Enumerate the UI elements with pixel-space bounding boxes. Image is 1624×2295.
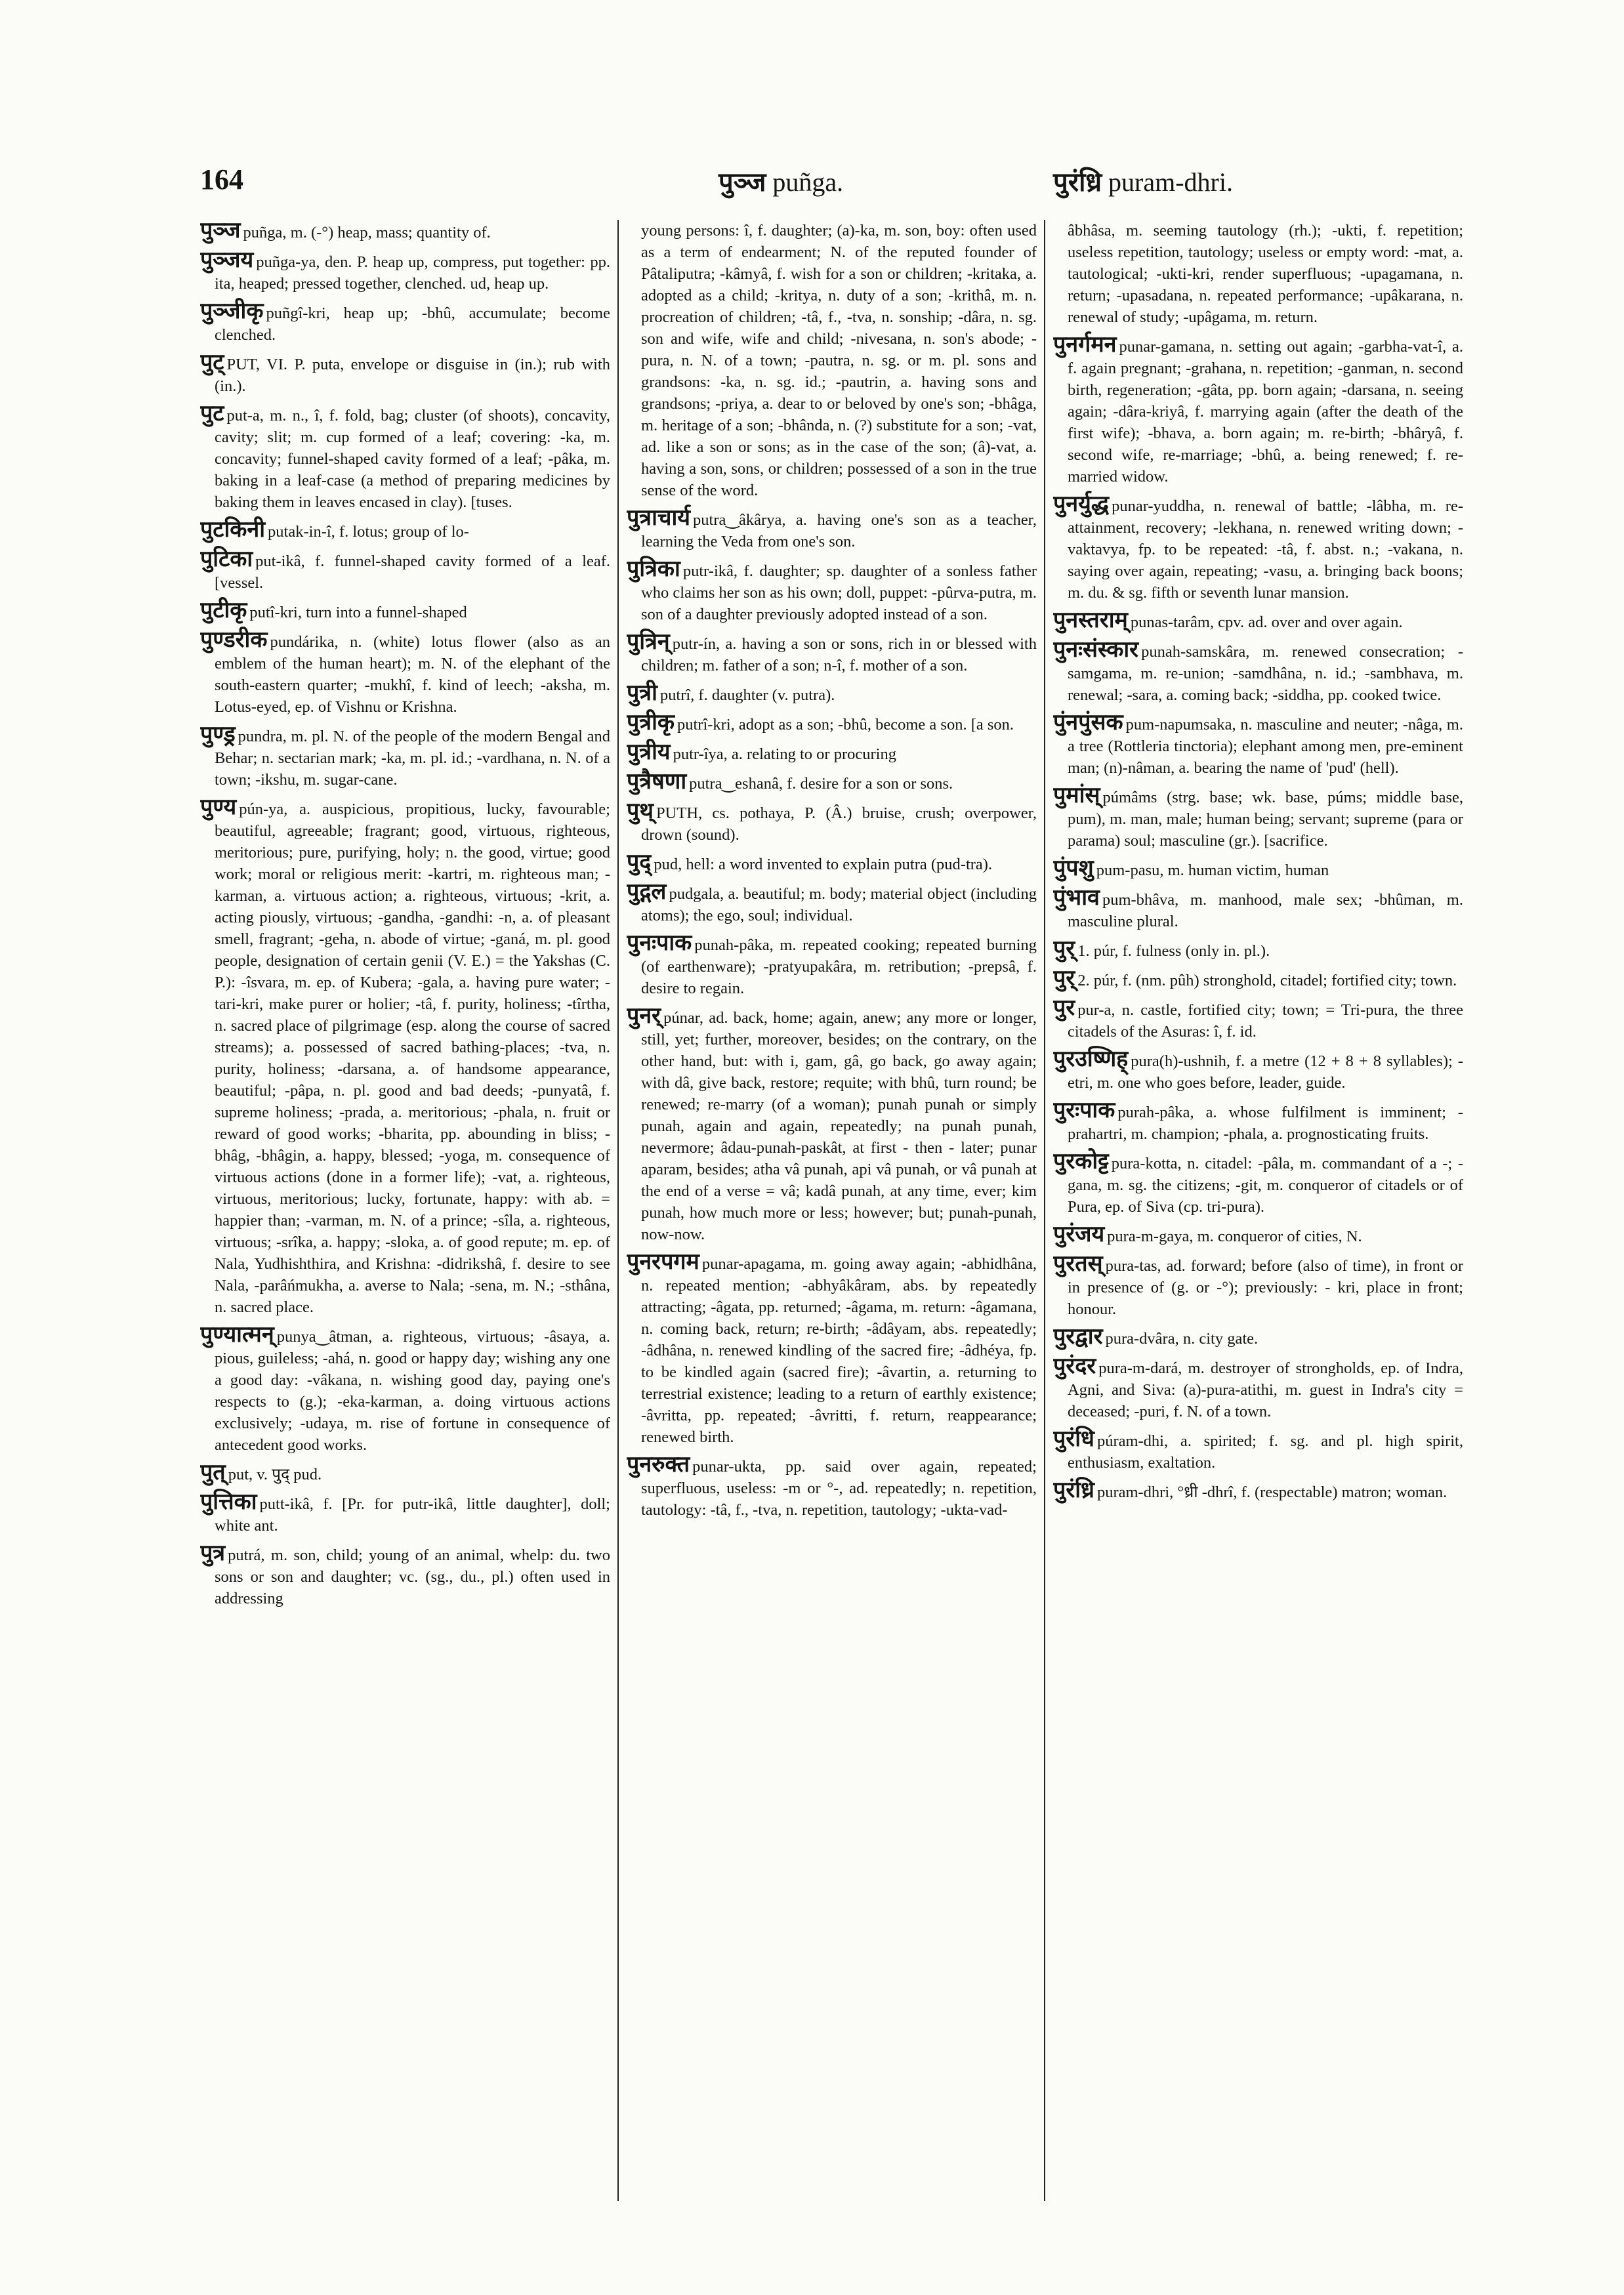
entry-headword: पुरःपाक xyxy=(1053,1098,1115,1123)
entry-text: puram-dhri, °ध्री -dhrî, f. (respectable) matron; woman. xyxy=(1096,1483,1447,1501)
entry-text: putr-ín, a. having a son or sons, rich in or blessed with children; m. father of a son; n-î, f. mother of a son. xyxy=(641,635,1037,674)
entry-text: young persons: î, f. daughter; (a)-ka, m. son, boy: often used as a term of endearment; N. of the reputed founder of Pâtaliputra; -kâmyâ, f. wish for a son or children; -kritaka, a. adopted as a child; -kritya, n. duty of a son; -krithâ, m. n. procreation of children; -tâ, f., -tva, n. sonship; -dâra, n. sg. son and wife, wife and child; -nivesana, n. son's abode; -pura, n. N. of a town; -pautra, n. sg. or m. pl. sons and grandsons: -ka, n. sg. id.; -pautrin, a. having sons and grandsons; -priya, a. dear to or beloved by one's son; -bhâga, m. heritage of a son; -bhânda, n. (?) substitute for a son; -vat, ad. like a son or sons; as in the case of the son; (â)-vat, a. having a son, sons, or children; possessed of a son in the true sense of the word. xyxy=(641,222,1037,499)
entry-headword: पुञ्जय xyxy=(200,248,254,272)
dictionary-entry xyxy=(1053,334,1463,487)
entry-text: pudgala, a. beautiful; m. body; material object (including atoms); the ego, soul; individual. xyxy=(641,885,1037,924)
entry-text: puñga, m. (-°) heap, mass; quantity of. xyxy=(243,224,491,241)
entry-headword: पुंनपुंसक xyxy=(1053,711,1123,735)
entry-headword: पुर् xyxy=(1053,966,1075,991)
entry-text: âbhâsa, m. seeming tautology (rh.); -ukti, f. repetition; useless repetition, tautology; useless or empty word: -mat, a. tautological; -ukti-kri, render superfluous; -upagamana, n. return; -upasadana, n. repeated performance; -upâkarana, n. renewal of study; -upâgama, m. return. xyxy=(1068,222,1463,326)
entry-text: punah-pâka, m. repeated cooking; repeated burning (of earthenware); -pratyupakâra, m. retribution; -prepsâ, f. desire to regain. xyxy=(641,936,1037,997)
entry-headword: पुट xyxy=(200,402,224,426)
entry-headword: पुनःपाक xyxy=(627,931,692,955)
entry-text: pur-a, n. castle, fortified city; town; = Tri-pura, the three citadels of the Asuras: î, f. id. xyxy=(1068,1001,1463,1041)
entry-headword: पुरकोट्ट xyxy=(1053,1149,1109,1174)
entry-headword: पुरंदर xyxy=(1053,1354,1096,1378)
entry-headword: पुमांस् xyxy=(1053,783,1100,808)
entry-headword: पुट् xyxy=(200,350,224,375)
dictionary-entry xyxy=(200,796,610,1318)
entry-text: pundárika, n. (white) lotus flower (also as an emblem of the human heart); m. N. of the elephant of the south-eastern quarter; -mukhî, f. kind of leech; -aksha, m. Lotus-eyed, ep. of Vishnu or Krishna. xyxy=(215,633,610,716)
entry-text: punya‿âtman, a. righteous, virtuous; -âsaya, a. pious, guileless; -ahá, n. good or happy day; wishing any one a good day: -vâkana, n. wishing good day, paying one's respects to (g.); -eka-karman, a. doing virtuous actions exclusively; -udaya, m. rise of fortune in consequence of antecedent good works. xyxy=(215,1328,610,1454)
dictionary-entry xyxy=(627,682,1037,706)
dictionary-entry xyxy=(1053,1224,1463,1247)
dictionary-entry xyxy=(627,1005,1037,1245)
dictionary-entry xyxy=(627,558,1037,625)
entry-headword: पुटिका xyxy=(200,547,253,571)
entry-headword: पुंभाव xyxy=(1053,886,1100,910)
entry-text: 2. púr, f. (nm. pûh) stronghold, citadel; fortified city; town. xyxy=(1077,972,1457,989)
entry-headword: पुरंध्रि xyxy=(1053,1478,1094,1502)
entry-text: purah-pâka, a. whose fulfilment is imminent; -prahartri, m. champion; -phala, a. prognosticating fruits. xyxy=(1068,1104,1463,1143)
entry-headword: पुनर्युद्ध xyxy=(1053,492,1110,516)
entry-text: putr-ikâ, f. daughter; sp. daughter of a sonless father who claims her son as his own; doll, puppet: -pûrva-putra, m. son of a daughter previously adopted instead of a son. xyxy=(641,562,1037,623)
dictionary-entry xyxy=(1053,968,1463,991)
entry-headword: पुरउष्णिह् xyxy=(1053,1047,1129,1071)
entry-text: putak-in-î, f. lotus; group of lo- xyxy=(268,523,469,541)
entry-text: pundra, m. pl. N. of the people of the modern Bengal and Behar; n. sectarian mark; -ka, m. pl. id.; -vardhana, n. N. of a town; -ikshu, m. sugar-cane. xyxy=(215,728,610,789)
entry-text: PUT, VI. P. puta, envelope or disguise in (in.); rub with (in.). xyxy=(215,356,610,395)
entry-text: puñga-ya, den. P. heap up, compress, put together: pp. ita, heaped; pressed together, clenched. ud, heap up. xyxy=(215,253,610,293)
dictionary-entry xyxy=(1053,858,1463,881)
dictionary-entry xyxy=(1053,493,1463,604)
dictionary-entry xyxy=(200,352,610,397)
dictionary-entry xyxy=(627,771,1037,795)
dictionary-entry xyxy=(200,403,610,513)
entry-headword: पुरंधि xyxy=(1053,1427,1094,1451)
right-guide-translit: puram-dhri. xyxy=(1108,167,1233,197)
entry-text: putra‿eshanâ, f. desire for a son or sons. xyxy=(689,775,953,793)
entry-headword: पुरद्वार xyxy=(1053,1325,1103,1349)
entry-headword: पुत्र xyxy=(200,1541,226,1565)
entry-text: púnar, ad. back, home; again, anew; any more or longer, still, yet; further, moreover, besides; on the contrary, on the other hand, but: with i, gam, gâ, go back, go away again; with dâ, give back, restore; requite; with bhû, turn round; be renewed; re-marry (of a woman); punah punah or simply punah, again and again, repeatedly; na punah punah, nevermore; âdau-punah-paskât, at first - then - later; punar aparam, besides; atha vâ punah, api vâ punah, or vâ punah at the end of a verse = vâ; kadâ punah, at any time, ever; kim punah, how much more or less; however; but; punah-punah, now-now. xyxy=(641,1009,1037,1243)
right-guide-word xyxy=(1053,163,1233,199)
dictionary-entry xyxy=(1053,1253,1463,1320)
entry-text: punas-tarâm, cpv. ad. over and over again. xyxy=(1130,613,1403,631)
left-guide-devanagari: पुञ्ज xyxy=(718,167,766,197)
dictionary-entry xyxy=(627,800,1037,846)
column-3 xyxy=(1053,220,1463,2214)
dictionary-entry xyxy=(200,724,610,791)
entry-headword: पुण्ड्र xyxy=(200,722,236,747)
entry-headword: पुनर्गमन xyxy=(1053,333,1117,357)
entry-text: punah-samskâra, m. renewed consecration; -samgama, m. re-union; -samdhâna, n. id.; -sambhava, m. renewal; -sara, a. coming back; -siddha, pp. cooked twice. xyxy=(1068,643,1463,704)
entry-headword: पुर् xyxy=(1053,937,1075,961)
entry-text: putrî, f. daughter (v. putra). xyxy=(659,686,835,704)
entry-text: pum-bhâva, m. manhood, male sex; -bhûman, m. masculine plural. xyxy=(1068,891,1463,930)
column-1 xyxy=(200,220,610,2214)
entry-text: púram-dhi, a. spirited; f. sg. and pl. high spirit, enthusiasm, exaltation. xyxy=(1068,1432,1463,1472)
dictionary-entry xyxy=(200,1462,610,1485)
left-guide-word xyxy=(718,163,843,199)
dictionary-entry xyxy=(627,1251,1037,1448)
dictionary-entry xyxy=(627,881,1037,926)
column-rule xyxy=(617,220,619,2201)
entry-headword: पुथ् xyxy=(627,799,654,823)
entry-text: pum-napumsaka, n. masculine and neuter; -nâga, m. a tree (Rottleria tinctoria); elephant among men, pre-eminent man; (n)-nâman, a. bearing the name of 'pud' (hell). xyxy=(1068,716,1463,777)
dictionary-entry xyxy=(1053,887,1463,932)
entry-text: putt-ikâ, f. [Pr. for putr-ikâ, little daughter], doll; white ant. xyxy=(215,1495,610,1535)
entry-headword: पुनःसंस्कार xyxy=(1053,638,1139,662)
entry-headword: पुनस्तराम् xyxy=(1053,608,1128,632)
page-header xyxy=(200,163,1463,209)
dictionary-entry xyxy=(1053,1326,1463,1350)
entry-headword: पुटीकृ xyxy=(200,598,247,623)
entry-headword: पुण्डरीक xyxy=(200,628,268,652)
entry-headword: पुत्रिन् xyxy=(627,630,670,654)
entry-text: pud, hell: a word invented to explain putra (pud-tra). xyxy=(654,856,993,873)
entry-text: puñgî-kri, heap up; -bhû, accumulate; become clenched. xyxy=(215,304,610,344)
entry-headword: पुर xyxy=(1053,996,1075,1020)
entry-text: put-ikâ, f. funnel-shaped cavity formed of a leaf. [vessel. xyxy=(215,552,610,592)
entry-text: púmâms (strg. base; wk. base, púms; middle base, pum), m. man, male; human being; servant; supreme (para or parama) soul; masculine (gr.). [sacrifice. xyxy=(1068,789,1463,850)
entry-headword: पुञ्जीकृ xyxy=(200,299,264,323)
dictionary-entry xyxy=(1053,1428,1463,1474)
entry-text: PUTH, cs. pothaya, P. (Â.) bruise, crush; overpower, drown (sound). xyxy=(641,804,1037,844)
entry-text: punar-yuddha, n. renewal of battle; -lâbha, m. re-attainment, recovery; -lekhana, n. renewed writing down; -vaktavya, fp. to be repeated: -tâ, f. abst. n.; -vakana, n. saying over again, repeating; -vasu, a. bringing back boons; m. du. & sg. fifth or seventh lunar mansion. xyxy=(1068,497,1463,602)
entry-text: put-a, m. n., î, f. fold, bag; cluster (of shoots), concavity, cavity; slit; m. cup formed of a leaf; covering: -ka, m. concavity; funnel-shaped cavity formed of a leaf; -pâka, m. baking in a leaf-case (a method of preparing medicines by baking them in leaves encased in clay). [tuses. xyxy=(215,407,610,511)
entry-headword: पुत्राचार्य xyxy=(627,506,691,530)
right-guide-devanagari: पुरंध्रि xyxy=(1053,167,1102,197)
dictionary-entry xyxy=(1053,1100,1463,1145)
page-number: 164 xyxy=(200,163,243,196)
entry-headword: पुण्यात्मन् xyxy=(200,1323,274,1347)
entry-text: put, v. पुद् pud. xyxy=(228,1466,322,1483)
dictionary-entry xyxy=(627,507,1037,552)
left-guide-translit: puñga. xyxy=(772,167,844,197)
entry-headword: पुत्रैषणा xyxy=(627,770,687,794)
dictionary-entry xyxy=(1053,1355,1463,1422)
dictionary-entry xyxy=(627,741,1037,765)
entry-text: punar-ukta, pp. said over again, repeated; superfluous, useless: -m or °-, ad. repeatedly; n. repetition, tautology: -tâ, f., -tva, n. repetition, tautology; -ukta-vad- xyxy=(641,1458,1037,1519)
dictionary-entry xyxy=(200,300,610,346)
dictionary-entry xyxy=(200,1324,610,1456)
entry-text: putr-îya, a. relating to or procuring xyxy=(673,745,896,763)
dictionary-entry xyxy=(1053,1479,1463,1503)
entry-text: 1. púr, f. fulness (only in. pl.). xyxy=(1077,942,1270,960)
entry-headword: पुत्तिका xyxy=(200,1490,257,1514)
dictionary-entry xyxy=(1053,938,1463,962)
dictionary-entry xyxy=(200,1491,610,1537)
entry-text: pura-tas, ad. forward; before (also of time), in front or in presence of (g. or -°); previously: - kri, place in front; honour. xyxy=(1068,1257,1463,1318)
dictionary-entry xyxy=(1053,610,1463,633)
dictionary-entry xyxy=(200,1542,610,1609)
dictionary-entry xyxy=(1053,1048,1463,1094)
entry-headword: पुरंजय xyxy=(1053,1222,1105,1247)
entry-headword: पुत्रीय xyxy=(627,740,671,764)
entry-text: pura(h)-ushnih, f. a metre (12 + 8 + 8 syllables); -etri, m. one who goes before, leader, guide. xyxy=(1068,1052,1463,1092)
entry-text: punar-apagama, m. going away again; -abhidhâna, n. repeated mention; -abhyâkâram, abs. by repeatedly attracting; -âgata, pp. returned; -âgama, m. return: -âgamana, n. coming back, return; re-birth; -âdâyam, abs. repeatedly; -âdhâna, n. renewed kindling of the sacred fire; -âdhéya, fp. to be kindled again (sacred fire); -âvartin, a. returning to terrestrial existence; leading to a return of earthly existence; -âvritta, pp. repeated; -âvritti, f. return, reappearance; renewed birth. xyxy=(641,1255,1037,1446)
column-2 xyxy=(627,220,1037,2214)
dictionary-entry xyxy=(627,712,1037,735)
entry-text: pún-ya, a. auspicious, propitious, lucky, favourable; beautiful, agreeable; fragrant; good, virtuous, righteous, meritorious; pure, purifying, holy; n. the good, virtue; good work; moral or religious merit: -kartri, m. righteous man; -karman, a. virtuous action; a. righteous, virtuous; -krit, a. acting piously, virtuous; -gandha, -gandhi: -n, a. of pleasant smell, fragrant; -geha, n. abode of virtue; -ganá, m. pl. good people, designation of certain genii (V. E.) = the Yakshas (C. P.): -îsvara, m. ep. of Kubera; -gala, a. having pure water; -tari-kri, make purer or holier; -tâ, f. purity, holiness; -tîrtha, n. sacred place of pilgrimage (esp. along the course of sacred streams); a. possessed of sacred bathing-places; -tva, n. purity, holiness; -darsana, a. of handsome appearance, beautiful; -pâpa, n. pl. good and bad deeds; -punyatâ, f. supreme holiness; -prada, a. meritorious; -phala, n. fruit or reward of good works; -bharita, pp. abounding in bliss; -bhâg, -bhâgin, a. happy, blessed; -yoga, m. consequence of virtuous actions (done in a former life); -vat, a. righteous, virtuous, meritorious; lucky, fortunate, happy: with ab. = happier than; -varman, m. N. of a prince; -sîla, a. righteous, virtuous; -srîka, a. happy; -sloka, a. of good repute; m. ep. of Nala, Yudhishthira, and Krishna: -didrikshâ, f. desire to see Nala, -parâńmukha, a. averse to Nala; -sena, m. N.; -sthâna, n. sacred place. xyxy=(215,800,610,1316)
dictionary-entry xyxy=(200,600,610,623)
dictionary-entry xyxy=(1053,639,1463,706)
entry-headword: पुनरपगम xyxy=(627,1250,699,1274)
dictionary-entry xyxy=(200,249,610,295)
column-rule xyxy=(1044,220,1045,2201)
entry-text: pura-kotta, n. citadel: -pâla, m. commandant of a -; -gana, m. sg. the citizens; -git, m. conqueror of citadels or of Pura, ep. of Siva (cp. tri-pura). xyxy=(1068,1155,1463,1216)
dictionary-entry xyxy=(1053,712,1463,779)
entry-text: pura-m-dará, m. destroyer of strongholds, ep. of Indra, Agni, and Siva: (a)-pura-atithi, m. guest in Indra's city = deceased; -puri, f. N. of a town. xyxy=(1068,1359,1463,1420)
dictionary-entry xyxy=(200,220,610,243)
entry-headword: पुटकिनी xyxy=(200,518,266,542)
entry-headword: पुद्गल xyxy=(627,880,667,904)
dictionary-entry xyxy=(1053,997,1463,1043)
entry-headword: पुनर् xyxy=(627,1004,661,1028)
entry-text: putrî-kri, adopt as a son; -bhû, become a son. [a son. xyxy=(677,716,1014,734)
dictionary-entry xyxy=(1053,1151,1463,1218)
dictionary-entry xyxy=(200,548,610,594)
entry-headword: पुण्य xyxy=(200,795,237,819)
entry-headword: पुत् xyxy=(200,1460,226,1485)
entry-headword: पुरतस् xyxy=(1053,1252,1103,1276)
dictionary-entry xyxy=(200,629,610,718)
entry-headword: पुद् xyxy=(627,850,652,875)
dictionary-entry xyxy=(627,220,1037,501)
dictionary-entry xyxy=(627,631,1037,676)
entry-headword: पुत्री xyxy=(627,681,657,705)
entry-text: putî-kri, turn into a funnel-shaped xyxy=(249,604,467,621)
entry-headword: पुत्रिका xyxy=(627,557,680,581)
entry-headword: पुनरुक्त xyxy=(627,1453,690,1477)
dictionary-entry xyxy=(1053,785,1463,852)
entry-text: pum-pasu, m. human victim, human xyxy=(1096,861,1329,879)
entry-text: pura-dvâra, n. city gate. xyxy=(1105,1330,1259,1348)
dictionary-entry xyxy=(627,1454,1037,1521)
entry-headword: पुञ्ज xyxy=(200,220,241,243)
entry-text: putra‿âkârya, a. having one's son as a teacher, learning the Veda from one's son. xyxy=(641,511,1037,550)
dictionary-entry xyxy=(1053,220,1463,328)
entry-text: pura-m-gaya, m. conqueror of cities, N. xyxy=(1107,1228,1362,1245)
entry-text: putrá, m. son, child; young of an animal, whelp: du. two sons or son and daughter; vc. (sg., du., pl.) often used in addressing xyxy=(215,1546,610,1607)
entry-text: punar-gamana, n. setting out again; -garbha-vat-î, a. f. again pregnant; -grahana, n. repetition; -ganman, n. second birth, regeneration; -gâta, pp. born again; -darsana, n. seeing again; -dâra-kriyâ, f. marrying again (after the death of the first wife); -bhava, a. born again; m. re-birth; -bhâryâ, f. second wife, re-marriage; -bhû, a. being renewed; f. re-married widow. xyxy=(1068,338,1463,486)
entry-headword: पुत्रीकृ xyxy=(627,711,675,735)
entry-headword: पुंपशु xyxy=(1053,856,1094,880)
dictionary-entry xyxy=(627,852,1037,875)
dictionary-entry xyxy=(200,519,610,543)
dictionary-entry xyxy=(627,932,1037,999)
